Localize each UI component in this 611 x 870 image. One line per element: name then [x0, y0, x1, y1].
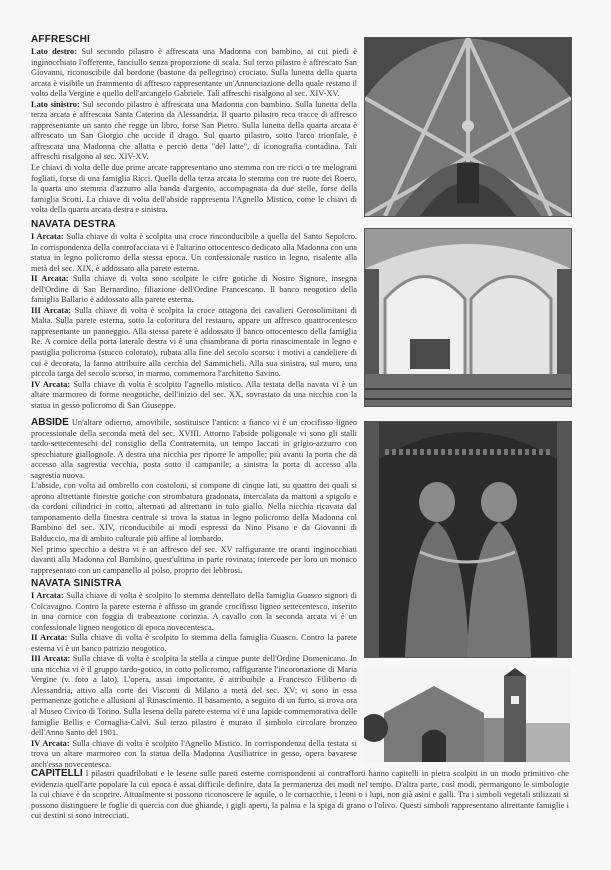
section-capitelli [31, 769, 569, 822]
paragraph-label: Lato destro: [31, 47, 78, 56]
coronation-sculpture-image [365, 422, 571, 657]
paragraph [31, 418, 357, 481]
section-title: ABSIDE [31, 417, 69, 428]
paragraph-label: II Arcata: [31, 633, 68, 643]
paragraph-text: Sulla chiave di volta è scolpito lo stemma dentellato della famiglia Guasco signori di Colcavagno. Contro la parete esterna è affisso un grande crocifisso ligneo settecentesco, inserito in una cornice con foggia di trabeazione corinzia. A cavallo con la seconda arcata vi è un confessionale ligneo neogotico di epoca novecentesca. [31, 591, 357, 632]
paragraph-text: Sulla chiave di volta è scolpito l'Agnello Mistico. In corrispondenza della testata si trova un altare marmoreo con la statua della Madonna Ausiliatrice in gesso, opera bavarese anch'essa novecentesca. [31, 738, 357, 769]
paragraph-text: Sulla chiave di volta è scolpita una croce rinconducibile a quella del Santo Sepolcro. In corrispondenza della controfacciata vi è l'altarino ottocentesco dedicato alla Madonna con una statua in legno policromo della stessa epoca. Un confessionale rustico in legno, risalente alla metà del sec. XIX, è addossato alla parete esterna. [31, 232, 358, 273]
section-title: NAVATA SINISTRA [31, 578, 122, 589]
paragraph [31, 306, 357, 380]
paragraph [31, 739, 357, 771]
paragraph: Nel primo specchio a destra vi è un affresco del sec. XV raffigurante tre oranti inginocchiati davanti alla Madonna col Bambino, quest'ultima in parte rovinata; intercede per loro un monaco rappresentato con un campanello al polso, proprio dei lebbrosi. [31, 544, 357, 575]
paragraph: L'abside, con volta ad ombrello con costoloni, si compone di cinque lati, su quattro dei quali si aprono altrettante finestre gotiche con strombatura gradonata, intercalata da mattoni a spigolo e da cordoni cilindrici in cotto, alternati ad altrettanti in tufo giallo. Nella nicchia ricavata dal tamponamento della finestra centrale si trova la statua in legno policromo della Madonna col Bambino del sec. XIV, riconducibile ai modi espressi da Nino Pisano e da Giovanni di Balduccio, ma di ambito culturale più affine al lombardo. [31, 481, 357, 544]
nave-interior-image [365, 229, 571, 406]
section-navata-destra [31, 219, 357, 411]
paragraph-text: Sul secondo pilastro è affrescata una Madonna con bambino. Sulla lunetta della terza arcata è affrescata Santa Caterina da Alessandria. Il quarto pilastro reca tracce di affresco rappresentante un santo che regge un libro, forse San Pietro. Sulla lunetta della quarta arcata è affrescato un San Giorgio che uccide il drago. Sul quarto pilastro, sotto l'arco trionfale, è affrescata una Madonna che allatta e perciò detta "del latte", di iconografia contadina. Tali affreschi risalgono al sec. XIV-XV. [31, 99, 358, 162]
paragraph [31, 591, 357, 633]
paragraph-text: Sulla chiave di volta è scolpita la croce ottagona dei cavalieri Gerosolimitani di Malta. Sulla parete esterna, sotto la coloritura del restauro, appare un affresco quattrocentesco rappresentante un panneggio. Alla stessa parete è addossato il banco ottocentesco della famiglia Re. A cornice della porta laterale destra vi è una chiambrana di porta rinascimentale in legno e pastiglia policroma (stucco colorato), rubata alla fine del secolo scorso: i motivi a candeliere di cui è decorata, la fanno attribuire alla cerchia del Sammicheli. Alla sua sinistra, sul muro, una piccola targa del secolo scorso, in marmo, commemora l'architetto Savino. [31, 305, 357, 379]
nave-interior-photo [364, 228, 572, 407]
paragraph-label: II Arcata: [31, 274, 69, 284]
paragraph [31, 47, 357, 100]
coronation-sculpture-photo [364, 421, 572, 658]
section-affreschi [31, 34, 357, 216]
paragraph-label: III Arcata: [31, 305, 72, 315]
section-title: CAPITELLI [31, 768, 83, 779]
paragraph-text: Sulla chiave di volta è scolpito l'agnello mistico. Alla testata della navata vi è un altare marmoreo di forme neogotiche, dell'inizio del sec. XX, sovrastato da una nicchia con la statua in gesso policromo di San Giuseppe. [31, 379, 358, 410]
paragraph-label: III Arcata: [31, 654, 71, 664]
paragraph [31, 380, 357, 412]
paragraph-text: Sul secondo pilastro è affrescata una Madonna con bambino, ai cui piedi è inginocchiato l'offerente, fanciullo senza proporzione di scala. Sul terzo pilastro è affrescato San Giovanni, riconoscibile dal bordone (bastone da pellegrino) crociato. Sulla lunetta della quarta arcata è visibile un frammento di affresco rappresentante un'Annunciazione della quale restano il volto della Vergine e quello dell'arcangelo Gabriele. Tali affreschi risalgono al sec. XIV-XV. [31, 47, 358, 99]
paragraph [31, 654, 357, 738]
paragraph [31, 100, 357, 163]
paragraph-text: Un'altare odierno, amovibile, sostituisce l'antico: a fianco vi è un crocifisso ligneo processionale della seconda metà del sec. XVIII. Attorno l'abside poligonale vi sono gli stalli tardo-settecenteschi del consiglio della Contraternita, un tempo laccati in grigio-azzurro con specchiature giallognole. A destra una nicchia per riporre le ampolle; più avanti la porta che dà accesso alla sagrestia vecchia, posta sotto il campanile; a sinistra la porta di accesso alla sagrestia nuova. [31, 418, 357, 480]
paragraph-text: Sulla chiave di volta è scolpita la stella a cinque punte dell'Ordine Domenicano. In una nicchia vi è il gruppo tardo-gotico, in cotto policromo, raffigurante l'incoronazione di Maria Vergine (v. foto a lato). L'opera, assai importante, è attribuibile a Francesco Filiberto di Alessandria, attivo alla corte dei Visconti di Milano a metà del sec. XV; vi sono in essa permanenze gotiche e allusioni al Rinascimento. Il basamento, a seguito di un furto, si trova ora al Museo Civico di Torino. Sulla lesena della parete esterna vi è una lapide commemorativa delle famiglie Bellis e Cornaglia-Calvi. Sul terzo pilastro è murato il simbolo circolare bronzeo dell'Anno Santo del 1901. [31, 654, 357, 738]
paragraph-text: Sulla chiave di volta è scolpito lo stemma della famiglia Guasco. Contro la parete esterna vi è un banco patrizio neogotico. [31, 633, 357, 653]
paragraph-text: Sulla chiave di volta sono scolpite le cifre gotiche di Nostro Signore, insegna dell'Ordine di San Bernardino, filiazione dell'Ordine Francescano. Il banco neogotico della famiglia Ballario è addossato alla parete esterna. [31, 274, 358, 305]
section-title: AFFRESCHI [31, 34, 91, 45]
church-exterior-photo [364, 668, 570, 762]
paragraph-label: Lato sinistro: [31, 99, 80, 109]
paragraph-label: I Arcata: [31, 232, 64, 241]
section-navata-sinistra [31, 578, 357, 770]
paragraph [31, 769, 569, 822]
paragraph-label: IV Arcata: [31, 379, 71, 389]
paragraph [31, 232, 357, 274]
vault-ceiling-photo [364, 37, 572, 217]
paragraph-label: I Arcata: [31, 591, 64, 600]
section-title: NAVATA DESTRA [31, 219, 116, 230]
paragraph [31, 274, 357, 306]
vault-ceiling-image [365, 38, 571, 216]
church-exterior-image [364, 668, 570, 762]
paragraph-text: I pilastri quadrilobati e le lesene sulle pareti esterne corrispondenti ai contrafforti hanno capitelli in pietra scolpiti in un modo primitivo che evidenzia quell'arte popolare la cui epoca è assai difficile definire, data la permanenza dei modi nel tempo. D'altra parte, così modi, permangono le simbologie la cui chiave è da scoprire. Attualmente si possono riconoscere le aquile, o le cornacchie, i leoni o i lupi, non già asini e galli. Tra i simboli vegetali stilizzati si possono distinguere le foglie di quercia con due ghiande, i gigli aperti, la palma e la spiga di grano o l'olivo. Questi simboli rappresentano altrettante famiglie i cui destini si sono intrecciati. [31, 769, 569, 821]
paragraph [31, 633, 357, 654]
paragraph-label: IV Arcata: [31, 738, 70, 748]
paragraph: Le chiavi di volta delle due prime arcate rappresentano uno stemma con tre ricci o tre melograni fogliati, forse di una famiglia Ricci. Quella della terza arcata lo stemma con tre ruote dei Roero, la quarta uno stemma d'azzurro alla banda d'argento, accompagnata da due stelle, forse della famiglia Scotti. La chiave di volta dell'abside rappresenta l'Agnello Mistico, come le chiavi di volta della quarta arcata destra e sinistra. [31, 163, 357, 215]
section-abside [31, 418, 357, 576]
